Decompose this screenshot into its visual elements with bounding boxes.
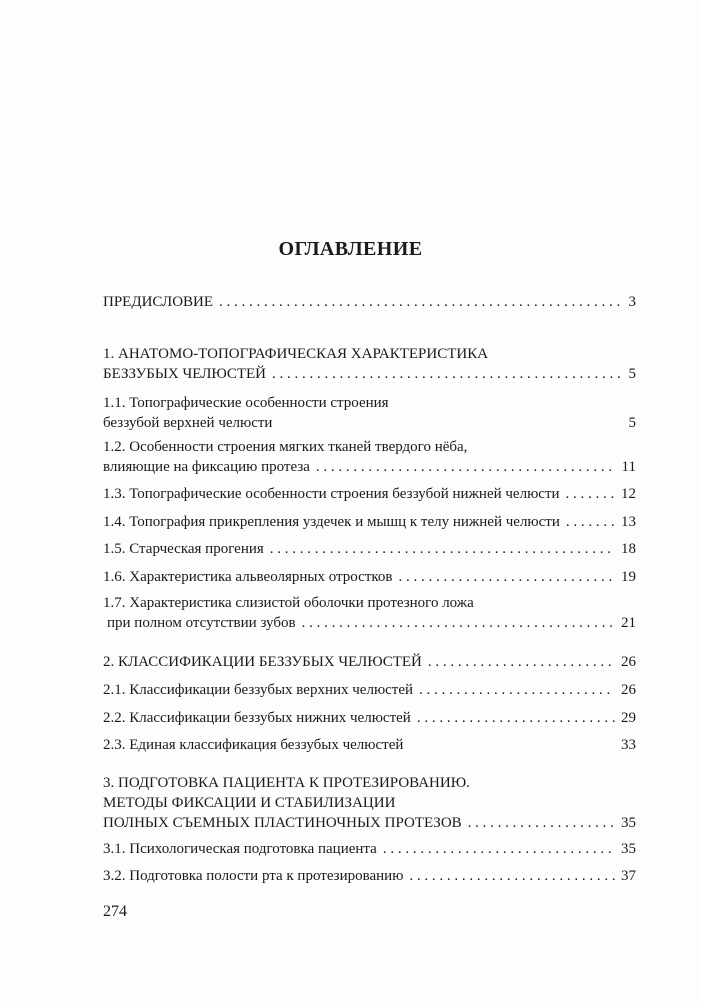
toc-entry-text: беззубой верхней челюсти — [103, 415, 273, 431]
toc-entry-text: 1.4. Топография прикрепления уздечек и мышц к телу нижней челюсти — [103, 514, 560, 530]
toc-entry-1-4[interactable] — [103, 512, 636, 532]
toc-page-number: 26 — [621, 682, 636, 698]
toc-entry-text: 3.2. Подготовка полости рта к протезированию — [103, 868, 404, 884]
toc-entry-1-6[interactable] — [103, 567, 636, 587]
toc-entry-1-1[interactable] — [103, 393, 636, 433]
leader-dots — [462, 813, 615, 833]
toc-entry-text: 1.2. Особенности строения мягких тканей твердого нёба, — [103, 439, 468, 455]
leader-dots — [560, 484, 615, 504]
toc-page-number: 35 — [621, 815, 636, 831]
toc-entry-2-1[interactable] — [103, 680, 636, 700]
toc-page-number: 26 — [621, 654, 636, 670]
toc-entry-text: 3.1. Психологическая подготовка пациента — [103, 841, 377, 857]
leader-dots — [422, 652, 615, 672]
toc-entry-text: 2.3. Единая классификация беззубых челюстей — [103, 737, 404, 753]
toc-entry-text: 1.5. Старческая прогения — [103, 541, 264, 557]
leader-dots — [266, 364, 623, 384]
toc-entry-chapter-3[interactable] — [103, 773, 636, 833]
leader-dots — [296, 613, 615, 633]
page-title: ОГЛАВЛЕНИЕ — [278, 238, 423, 260]
leader-dots — [403, 866, 615, 886]
toc-entry-text: 1.6. Характеристика альвеолярных отростков — [103, 569, 393, 585]
toc-page-number: 21 — [621, 615, 636, 631]
leader-dots — [213, 292, 622, 312]
toc-page-number: 18 — [621, 541, 636, 557]
toc-entry-preface[interactable] — [103, 292, 636, 312]
toc-page-number: 33 — [621, 737, 636, 753]
toc-page-number: 12 — [621, 486, 636, 502]
leader-dots — [560, 512, 615, 532]
toc-entry-text: ПРЕДИСЛОВИЕ — [103, 294, 214, 310]
toc-entry-2-3[interactable] — [103, 735, 636, 755]
toc-entry-chapter-1[interactable] — [103, 344, 636, 384]
leader-dots — [310, 457, 616, 477]
toc-entry-2-2[interactable] — [103, 708, 636, 728]
toc-page-number: 19 — [621, 569, 636, 585]
toc-entry-text: МЕТОДЫ ФИКСАЦИИ И СТАБИЛИЗАЦИИ — [103, 795, 396, 811]
toc-entry-1-5[interactable] — [103, 539, 636, 559]
toc-page-number: 29 — [621, 710, 636, 726]
toc-entry-text: 1.7. Характеристика слизистой оболочки протезного ложа — [103, 595, 474, 611]
toc-entry-text: 1.1. Топографические особенности строения — [103, 395, 389, 411]
toc-entry-3-1[interactable] — [103, 839, 636, 859]
toc-page-number: 37 — [621, 868, 636, 884]
toc-page-number: 35 — [621, 841, 636, 857]
toc-entry-1-7[interactable] — [103, 593, 636, 633]
leader-dots — [411, 708, 615, 728]
leader-dots — [264, 539, 615, 559]
toc-page-number: 3 — [628, 294, 636, 310]
toc-entry-3-2[interactable] — [103, 866, 636, 886]
toc-entry-text: 1. АНАТОМО-ТОПОГРАФИЧЕСКАЯ ХАРАКТЕРИСТИКА — [103, 346, 489, 362]
toc-entry-text: при полном отсутствии зубов — [107, 615, 296, 631]
toc-entry-text: БЕЗЗУБЫХ ЧЕЛЮСТЕЙ — [103, 366, 266, 382]
toc-entry-1-3[interactable] — [103, 484, 636, 504]
toc-page-number: 5 — [628, 366, 636, 382]
toc-entry-text: влияющие на фиксацию протеза — [103, 459, 310, 475]
page-number: 274 — [103, 903, 127, 920]
toc-page-number: 11 — [621, 459, 636, 475]
toc-page-number: 5 — [628, 415, 636, 431]
toc-entry-text: ПОЛНЫХ СЪЕМНЫХ ПЛАСТИНОЧНЫХ ПРОТЕЗОВ — [103, 815, 462, 831]
leader-dots — [392, 567, 615, 587]
toc-entry-chapter-2[interactable] — [103, 652, 636, 672]
leader-dots — [413, 680, 615, 700]
toc-entry-1-2[interactable] — [103, 437, 636, 477]
toc-entry-text: 3. ПОДГОТОВКА ПАЦИЕНТА К ПРОТЕЗИРОВАНИЮ. — [103, 775, 470, 791]
toc-entry-text: 2.2. Классификации беззубых нижних челюстей — [103, 710, 411, 726]
toc-entry-text: 1.3. Топографические особенности строения беззубой нижней челюсти — [103, 486, 560, 502]
toc-entry-text: 2. КЛАССИФИКАЦИИ БЕЗЗУБЫХ ЧЕЛЮСТЕЙ — [103, 654, 422, 670]
leader-dots — [377, 839, 615, 859]
toc-page-number: 13 — [621, 514, 636, 530]
toc-entry-text: 2.1. Классификации беззубых верхних челюстей — [103, 682, 414, 698]
